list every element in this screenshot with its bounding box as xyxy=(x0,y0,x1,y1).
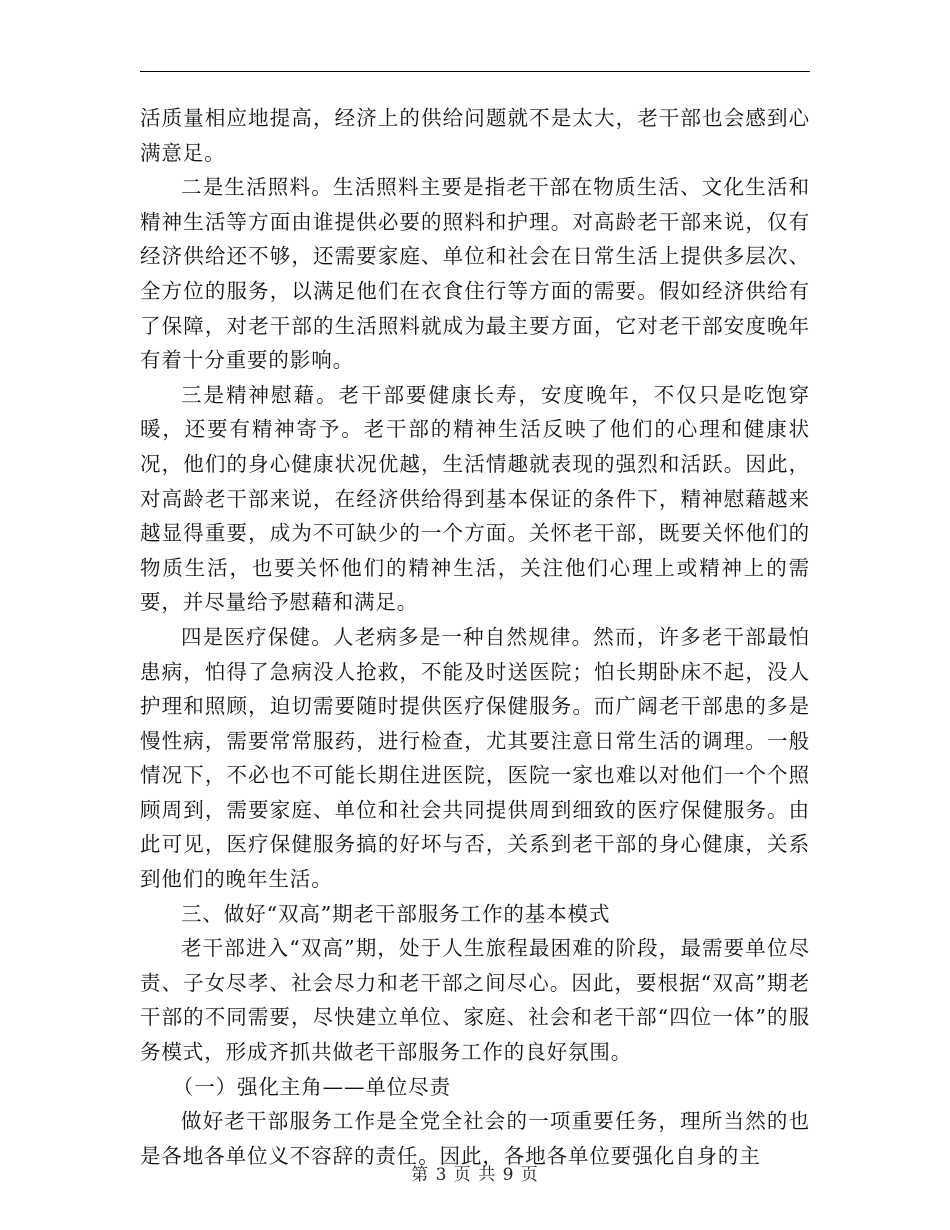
document-body xyxy=(140,101,810,1173)
page-number-footer: 第 3 页 共 9 页 xyxy=(411,1165,539,1185)
header-rule xyxy=(140,71,810,72)
paragraph-medical-care: 四是医疗保健。人老病多是一种自然规律。然而，许多老干部最怕患病，怕得了急病没人抢救，不能及时送医院；怕长期卧床不起，没人护理和照顾，迫切需要随时提供医疗保健服务。而广阔老干部患的多是慢性病，需要常常服药，进行检查，尤其要注意日常生活的调理。一般情况下，不必也不可能长期住进医院，医院一家也难以对他们一个个照顾周到，需要家庭、单位和社会共同提供周到细致的医疗保健服务。由此可见，医疗保健服务搞的好坏与否，关系到老干部的身心健康，关系到他们的晚年生活。 xyxy=(140,624,810,892)
paragraph-service-model: 老干部进入“双高”期，处于人生旅程最困难的阶段，最需要单位尽责、子女尽孝、社会尽力和老干部之间尽心。因此，要根据“双高”期老干部的不同需要，尽快建立单位、家庭、社会和老干部“四位一体”的服务模式，形成齐抓共做老干部服务工作的良好氛围。 xyxy=(140,936,810,1065)
section-heading: 三、做好“双高”期老干部服务工作的基本模式 xyxy=(181,901,611,926)
paragraph-spiritual-comfort: 三是精神慰藉。老干部要健康长寿，安度晚年，不仅只是吃饱穿暖，还要有精神寄予。老干部的精神生活反映了他们的心理和健康状况，他们的身心健康状况优越，生活情趣就表现的强烈和活跃。因此，对高龄老干部来说，在经济供给得到基本保证的条件下，精神慰藉越来越显得重要，成为不可缺少的一个方面。关怀老干部，既要关怀他们的物质生活，也要关怀他们的精神生活，关注他们心理上或精神上的需要，并尽量给予慰藉和满足。 xyxy=(140,382,810,615)
paragraph-living-care: 二是生活照料。生活照料主要是指老干部在物质生活、文化生活和精神生活等方面由谁提供必要的照料和护理。对高龄老干部来说，仅有经济供给还不够，还需要家庭、单位和社会在日常生活上提供多层次、全方位的服务，以满足他们在衣食住行等方面的需要。假如经济供给有了保障，对老干部的生活照料就成为最主要方面，它对老干部安度晚年有着十分重要的影响。 xyxy=(140,175,810,373)
paragraph-unit-responsibility: 做好老干部服务工作是全党全社会的一项重要任务，理所当然的也是各地各单位义不容辞的责任。因此，各地各单位要强化自身的主 xyxy=(140,1109,810,1168)
paragraph-continuation: 活质量相应地提高，经济上的供给问题就不是太大，老干部也会感到心满意足。 xyxy=(140,106,810,165)
subsection-heading: （一）强化主角——单位尽责 xyxy=(172,1074,451,1099)
